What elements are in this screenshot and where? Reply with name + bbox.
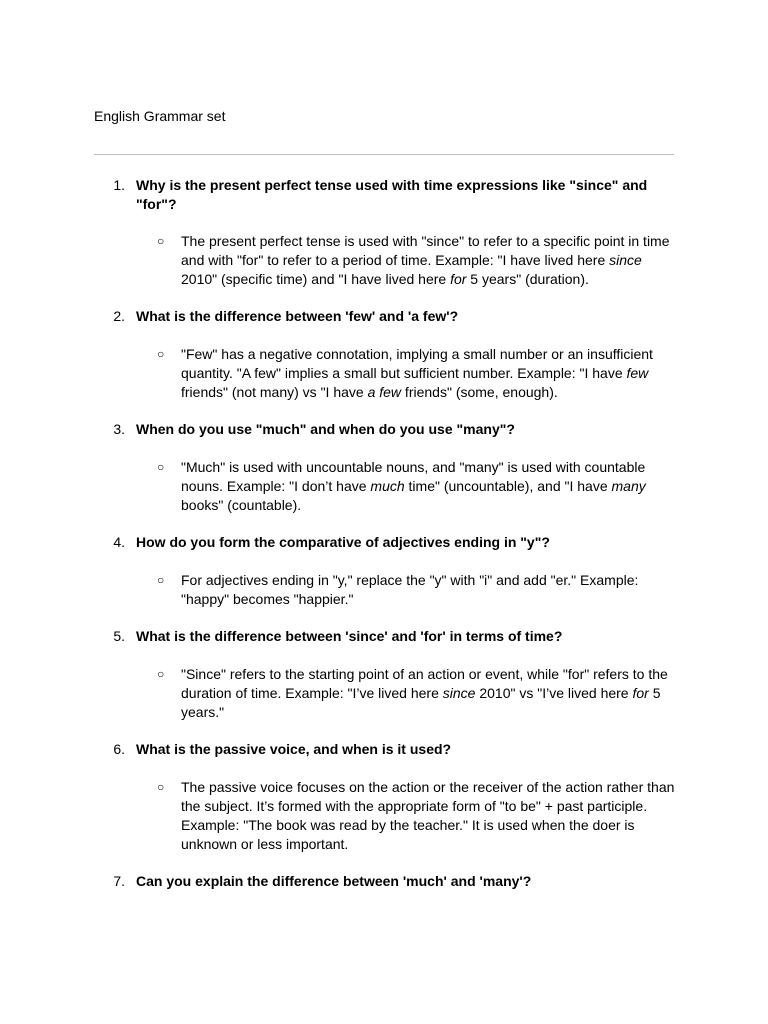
document-title: English Grammar set — [94, 108, 226, 124]
bullet-icon: ○ — [157, 667, 165, 681]
question-number: 7. — [113, 873, 125, 889]
answer-text: For adjectives ending in "y," replace the "y" with "i" and add "er." Example: "happy" becomes "happier." — [181, 572, 639, 607]
answer-text: "Few" has a negative connotation, implying a small number or an insufficient quantity. "A few" implies a small but sufficient number. Example: "I have few friends" (not many) vs "I have a few friends" (some, enough). — [181, 346, 653, 400]
question-number: 4. — [113, 534, 125, 550]
question-number: 5. — [113, 628, 125, 644]
question-number: 1. — [113, 177, 125, 193]
answer-text: "Much" is used with uncountable nouns, and "many" is used with countable nouns. Example: "I don’t have much time" (uncountable), and "I have many books" (countable). — [181, 459, 646, 513]
answer-text: The passive voice focuses on the action or the receiver of the action rather than the subject. It’s formed with the appropriate form of "to be" + past participle. Example: "The book was read by the teacher." It is used when the doer is unknown or less important. — [181, 779, 675, 852]
question-number: 3. — [113, 421, 125, 437]
question-text: What is the passive voice, and when is it used? — [136, 741, 452, 757]
question-text: What is the difference between 'few' and 'a few'? — [136, 308, 459, 324]
bullet-icon: ○ — [157, 460, 165, 474]
question-text: When do you use "much" and when do you use "many"? — [136, 421, 515, 437]
bullet-icon: ○ — [157, 347, 165, 361]
question-text: What is the difference between 'since' and 'for' in terms of time? — [136, 628, 563, 644]
question-text: How do you form the comparative of adjectives ending in "y"? — [136, 534, 550, 550]
question-text: Why is the present perfect tense used with time expressions like "since" and "for"? — [136, 177, 648, 212]
horizontal-divider — [94, 154, 674, 155]
answer-text: "Since" refers to the starting point of an action or event, while "for" refers to the duration of time. Example: "I’ve lived here since 2010" vs "I’ve lived here for 5 years." — [181, 666, 668, 720]
question-number: 6. — [113, 741, 125, 757]
question-text: Can you explain the difference between 'much' and 'many'? — [136, 873, 532, 889]
bullet-icon: ○ — [157, 573, 165, 587]
bullet-icon: ○ — [157, 780, 165, 794]
question-number: 2. — [113, 308, 125, 324]
answer-text: The present perfect tense is used with "since" to refer to a specific point in time and with "for" to refer to a period of time. Example: "I have lived here since 2010" (specific time) and "I have lived here for 5 years" (duration). — [181, 233, 670, 287]
bullet-icon: ○ — [157, 234, 165, 248]
